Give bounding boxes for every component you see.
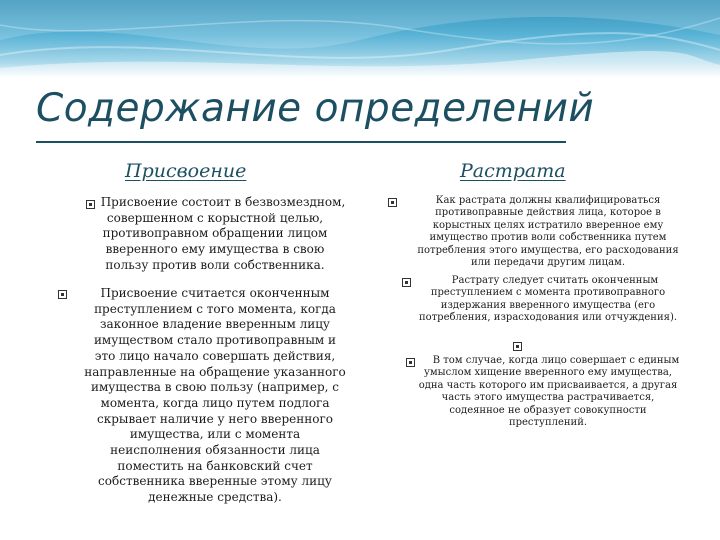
bullet-icon bbox=[58, 290, 67, 299]
bullet-icon bbox=[388, 198, 397, 207]
left-item-2: Присвоение считается оконченным преступлением с того момента, когда законное владение вверенным лицу имуществом стало противоправным и это лицо начало совершать действия, направленные на обращение указанного имущества в свою пользу (например, с момента, когда лицо путем подлога скрывает наличие у него вверенного имущества, или с момента неисполнения обязанности лица поместить на банковский счет собственника вверенные этому лицу денежные средства). bbox=[84, 286, 346, 505]
heading-prisvoenie: Присвоение bbox=[125, 160, 247, 182]
right-item-4: В том случае, когда лицо совершает с единым умыслом хищение вверенного ему имущества, одна часть которого им присваивается, а другая часть этого имущества растрачивается, содеянное не образует совокупности преступлений. bbox=[418, 355, 680, 429]
right-item-2: Растрату следует считать оконченным преступлением с момента противоправного издержания вверенного имущества (его потребления, израсходования или отчуждения). bbox=[418, 275, 678, 324]
bullet-icon bbox=[402, 278, 411, 287]
bullet-icon bbox=[513, 342, 522, 351]
right-item-1: Как растрата должны квалифицироваться противоправные действия лица, которое в корыстных целях истратило вверенное ему имущество против воли собственника путем потребления этого имущества, его расходования или передачи другим лицам. bbox=[417, 195, 679, 269]
heading-rastrata: Растрата bbox=[460, 160, 566, 182]
decorative-header-band bbox=[0, 0, 720, 78]
slide-title: Содержание определений bbox=[36, 86, 595, 131]
left-item-1: Присвоение состоит в безвозмездном, совершенном с корыстной целью, противоправном обращении лицом вверенного ему имущества в свою пользу против воли собственника. bbox=[100, 195, 346, 272]
wave-decoration bbox=[0, 0, 720, 78]
title-underline bbox=[36, 141, 566, 143]
